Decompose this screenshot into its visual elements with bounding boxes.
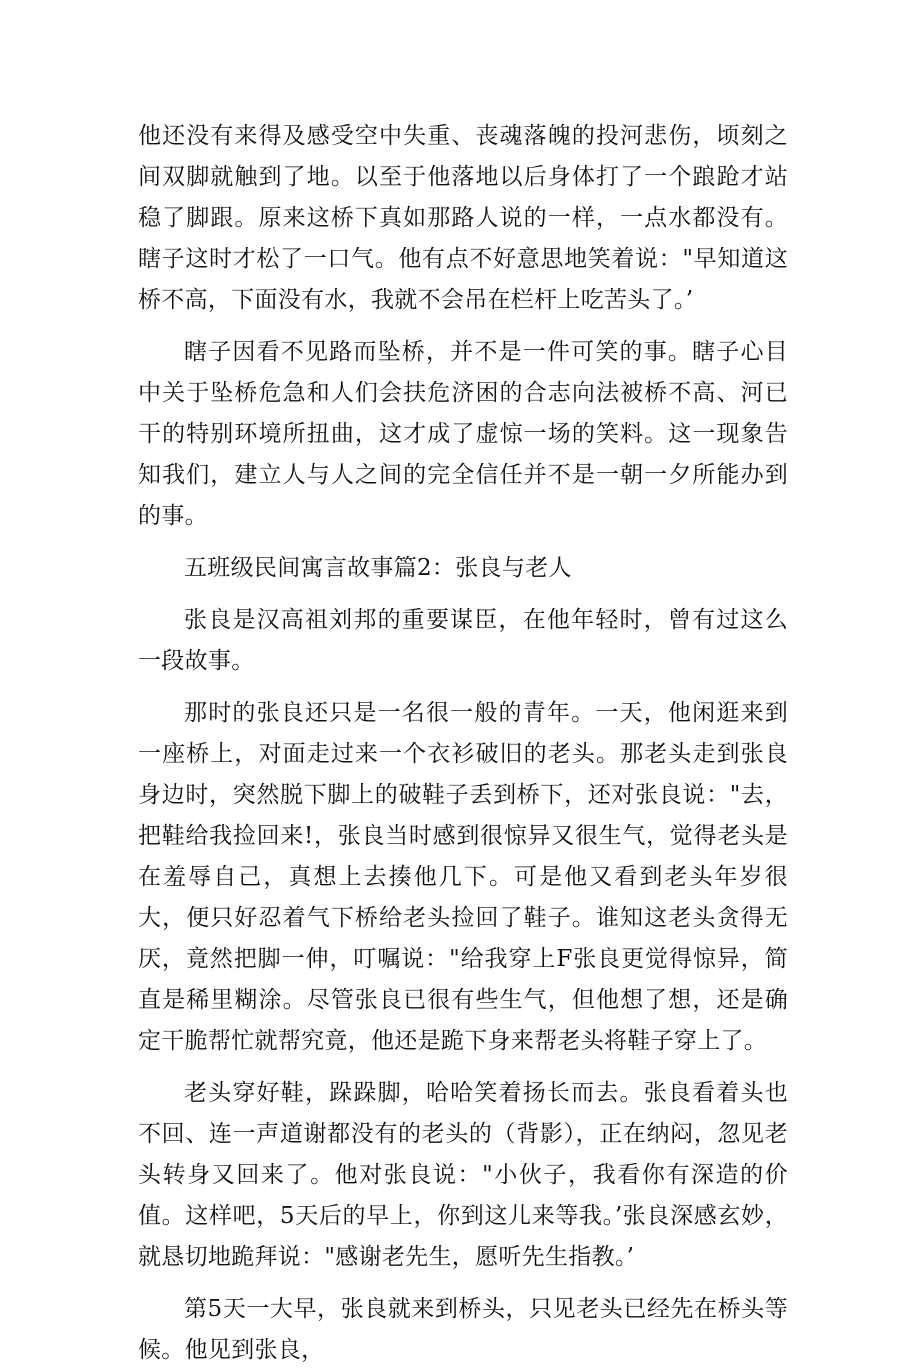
paragraph-4: 那时的张良还只是一名很一般的青年。一天，他闲逛来到一座桥上，对面走过来一个衣衫破旧的老头。那老头走到张良身边时，突然脱下脚上的破鞋子丢到桥下，还对张良说："去，把鞋给我捡回来!，张良当时感到很惊异又很生气，觉得老头是在羞辱自己，真想上去揍他几下。可是他又看到老头年岁很大，便只好忍着气下桥给老头捡回了鞋子。谁知这老头贪得无厌，竟然把脚一伸，叮嘱说："给我穿上F张良更觉得惊异，简直是稀里糊涂。尽管张良已很有些生气，但他想了想，还是确定干脆帮忙就帮究竟，他还是跪下身来帮老头将鞋子穿上了。 [138,700,788,1054]
section-heading: 五班级民间寓言故事篇2：张良与老人 [184,555,572,581]
paragraph-2: 瞎子因看不见路而坠桥，并不是一件可笑的事。瞎子心目中关于坠桥危急和人们会扶危济困的合志向法被桥不高、河已干的特别环境所扭曲，这才成了虚惊一场的笑料。这一现象告知我们，建立人与人之间的完全信任并不是一朝一夕所能办到的事。 [138,339,788,529]
document-body [138,116,788,1371]
paragraph-6: 第5天一大早，张良就来到桥头，只见老头已经先在桥头等候。他见到张良， [138,1296,788,1363]
paragraph-3: 张良是汉高祖刘邦的重要谋臣，在他年轻时，曾有过这么一段故事。 [138,607,788,674]
paragraph-1: 他还没有来得及感受空中失重、丧魂落魄的投河悲伤，顷刻之间双脚就触到了地。以至于他落地以后身体打了一个踉跄才站稳了脚跟。原来这桥下真如那路人说的一样，一点水都没有。瞎子这时才松了一口气。他有点不好意思地笑着说："早知道这桥不高，下面没有水，我就不会吊在栏杆上吃苦头了。’ [138,123,788,313]
paragraph-5: 老头穿好鞋，跺跺脚，哈哈笑着扬长而去。张良看着头也不回、连一声道谢都没有的老头的（背影），正在纳闷，忽见老头转身又回来了。他对张良说："小伙子，我看你有深造的价值。这样吧，5天后的早上，你到这儿来等我。’张良深感玄妙，就恳切地跪拜说："感谢老先生，愿听先生指教。’ [138,1080,788,1270]
